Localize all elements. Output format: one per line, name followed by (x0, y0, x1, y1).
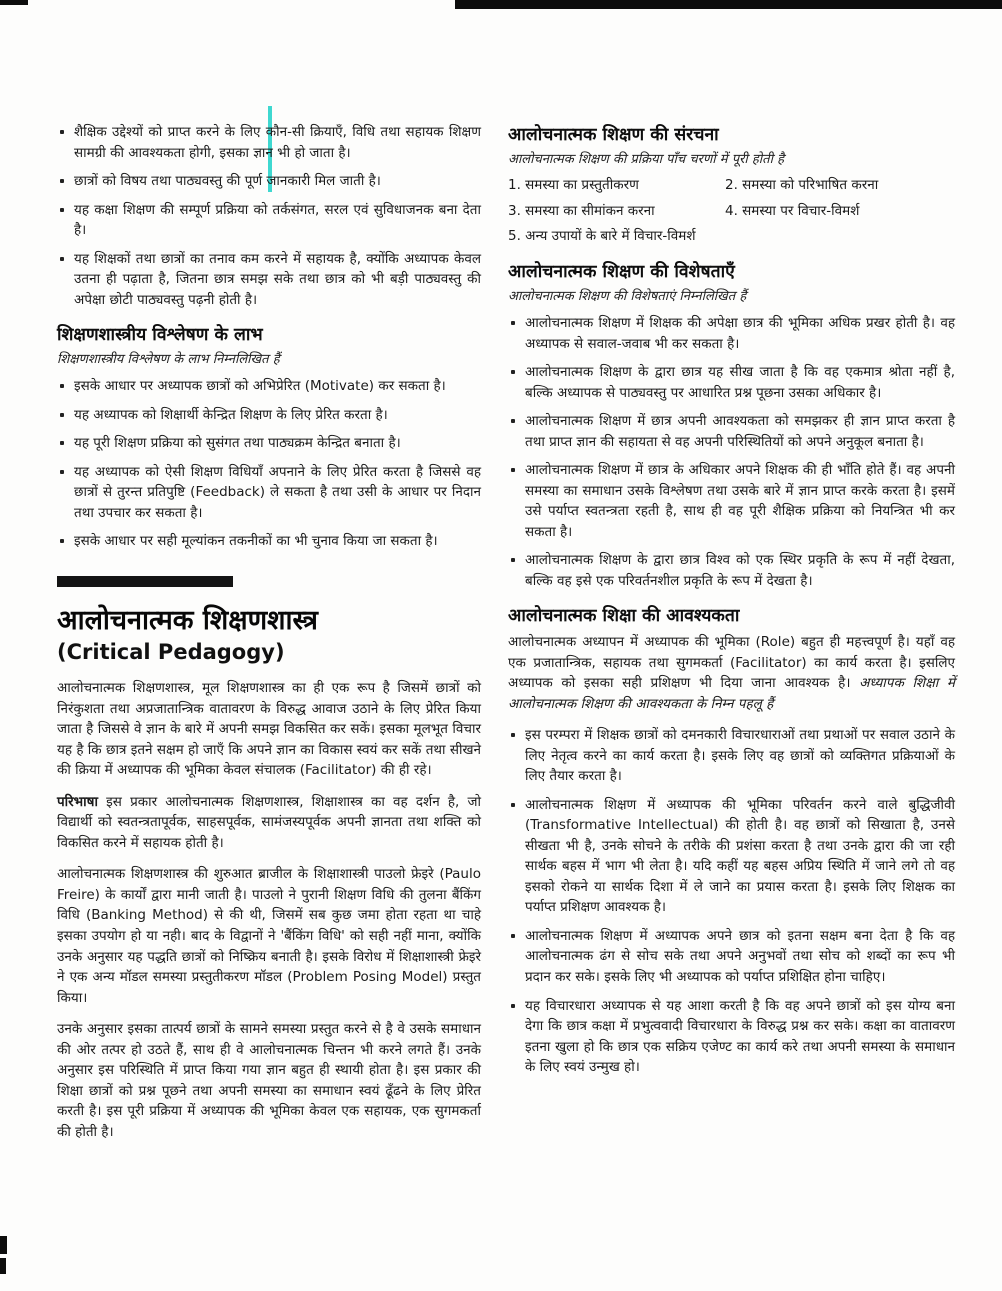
heading-critical-education-need: आलोचनात्मक शिक्षा की आवश्यकता (508, 606, 740, 627)
definition-text: इस प्रकार आलोचनात्मक शिक्षणशास्त्र, शिक्षाशास्त्र का वह दर्शन है, जो विद्यार्थी को स्वतन्त्रतापूर्वक, साहसपूर्वक, सामंजस्यपूर्वक अपनी ज्ञानता तथा शक्ति को विकसित करने में सहायक होती है। (57, 793, 482, 851)
need-intro-italic: अध्यापक शिक्षा में आलोचनात्मक शिक्षण की आवश्यकता के निम्न पहलू हैं (508, 675, 955, 712)
features-list (508, 313, 955, 591)
list-item: आलोचनात्मक शिक्षण में अध्यापक की भूमिका परिवर्तन करने वाले बुद्धिजीवी (Transformative Intellectual) की होती है। वह छात्रों को सिखाता है, उनसे सीखता भी है, उनके सोचने के तरीके की प्रशंसा करता है तथा उनके द्वारा की जा रही सार्थक बहस में भाग भी लेता है। यदि कहीं यह बहस अप्रिय स्थिति में जाने लगे तो वह इसको रोकने या सार्थक दिशा में ले जाने का प्रयास करता है। इसके लिए शिक्षक का पर्याप्त प्रशिक्षण आवश्यक है। (508, 795, 955, 918)
heading-critical-teaching-features: आलोचनात्मक शिक्षण की विशेषताएँ (508, 261, 735, 282)
list-item: यह अध्यापक को शिक्षार्थी केन्द्रित शिक्षण के लिए प्रेरित करता है। (57, 405, 481, 426)
title-critical-pedagogy-hindi: आलोचनात्मक शिक्षणशास्त्र (57, 604, 318, 636)
scan-artifact-top-bar (455, 0, 1002, 9)
list-item: यह कक्षा शिक्षण की सम्पूर्ण प्रक्रिया को तर्कसंगत, सरल एवं सुविधाजनक बना देता है। (57, 200, 481, 241)
list-item: यह पूरी शिक्षण प्रक्रिया को सुसंगत तथा पाठ्यक्रम केन्द्रित बनाता है। (57, 433, 481, 454)
paragraph-paulo-freire: आलोचनात्मक शिक्षणशास्त्र की शुरुआत ब्राजील के शिक्षाशास्त्री पाउलो फ्रेइरे (Paulo Freire) के कार्यों द्वारा मानी जाती है। पाउलो ने पुरानी शिक्षण विधि की तुलना बैंकिंग विधि (Banking Method) से की थी, जिसमें सब कुछ जमा होता रहता था चाहे इसका उपयोग हो या नही। बाद के विद्वानों ने 'बैंकिंग विधि' को सही नहीं माना, क्योंकि उनके अनुसार यह पद्धति छात्रों को निष्क्रिय बनाती है। इसके विरोध में शिक्षाशास्त्री फ्रेइरे ने एक अन्य मॉडल समस्या प्रस्तुतीकरण मॉडल (Problem Posing Model) प्रस्तुत किया। (57, 866, 481, 1006)
heading-critical-teaching-structure: आलोचनात्मक शिक्षण की संरचना (508, 125, 719, 145)
process-step: 4. समस्या पर विचार-विमर्श (724, 202, 860, 219)
analysis-knowledge-list (57, 122, 481, 310)
process-step: 2. समस्या को परिभाषित करना (724, 177, 879, 194)
scan-artifact-edge-mark (0, 1236, 7, 1254)
subtitle-structure: आलोचनात्मक शिक्षण की प्रक्रिया पाँच चरणों में पूरी होती है (508, 152, 784, 167)
section-divider-bar (57, 576, 233, 587)
need-list (508, 725, 955, 1077)
paragraph-definition (57, 792, 481, 854)
paragraph-intro: आलोचनात्मक शिक्षणशास्त्र, मूल शिक्षणशास्त्र का ही एक रूप है जिसमें छात्रों को निरंकुशता तथा अप्रजातान्त्रिक वातावरण के विरुद्ध आवाज उठाने के लिए प्रेरित किया जाता है जिससे वे ज्ञान के बारे में अपनी समझ विकसित कर सकें। इसका मूलभूत विचार यह है कि छात्र इतने सक्षम हो जाएँ कि अपने ज्ञान का विकास स्वयं कर सकें तथा सीखने की क्रिया में अध्यापक की भूमिका केवल संचालक (Facilitator) की ही रहे। (57, 680, 481, 779)
process-step: 3. समस्या का सीमांकन करना (508, 202, 655, 219)
need-intro-text: आलोचनात्मक अध्यापन में अध्यापक की भूमिका (Role) बहुत ही महत्त्वपूर्ण है। यहाँ वह एक प्रजातान्त्रिक, सहायक तथा सुगमकर्ता (Facilitator) का कार्य करता है। इसलिए अध्यापक को इसका सही प्रशिक्षण भी दिया जाना आवश्यक है। (508, 634, 955, 692)
scan-artifact-edge-mark (0, 1258, 6, 1274)
paragraph-problem-posing: उनके अनुसार इसका तात्पर्य छात्रों के सामने समस्या प्रस्तुत करने से है वे उसके समाधान की ओर तत्पर हो उठते हैं, साथ ही वे आलोचनात्मक चिन्तन भी करने लगते हैं। उनके अनुसार इस परिस्थिति में प्राप्त किया गया ज्ञान बहुत ही स्थायी होता है। इस प्रकार की शिक्षा छात्रों को प्रश्न पूछने तथा अपनी समस्या का समाधान स्वयं ढूँढने के लिए प्रेरित करती है। इस पूरी प्रक्रिया में अध्यापक की भूमिका केवल एक सहायक, एक सुगमकर्ता की होती है। (57, 1021, 481, 1140)
list-item: आलोचनात्मक शिक्षण में छात्र के अधिकार अपने शिक्षक की ही भाँति होते हैं। वह अपनी समस्या का समाधान उसके विश्लेषण तथा उसके बारे में ज्ञान प्राप्त करके करता है। इसमें उसे पर्याप्त स्वतन्त्रता रहती है, साथ ही वह पूरी शैक्षिक प्रक्रिया को नियन्त्रित भी कर सकता है। (508, 460, 955, 542)
list-item: इसके आधार पर सही मूल्यांकन तकनीकों का भी चुनाव किया जा सकता है। (57, 531, 481, 552)
list-item: इस परम्परा में शिक्षक छात्रों को दमनकारी विचारधाराओं तथा प्रथाओं पर सवाल उठाने के लिए नेतृत्व करने का कार्य करता है। इसके लिए वह छात्रों को व्यक्तिगत प्रक्रियाओं के लिए तैयार करता है। (508, 725, 955, 787)
definition-lead: परिभाषा (57, 793, 98, 810)
list-item: यह विचारधारा अध्यापक से यह आशा करती है कि वह अपने छात्रों को इस योग्य बना देगा कि छात्र कक्षा में प्रभुत्ववादी विचारधारा के विरुद्ध प्रश्न कर सके। कक्षा का वातावरण इतना खुला हो कि छात्र एक सक्रिय एजेण्ट का कार्य करे तथा अपनी समस्या के समाधान के लिए स्वयं उन्मुख हो। (508, 996, 955, 1078)
list-item: आलोचनात्मक शिक्षण में शिक्षक की अपेक्षा छात्र की भूमिका अधिक प्रखर होती है। वह अध्यापक से सवाल-जवाब भी कर सकता है। (508, 313, 955, 354)
list-item: आलोचनात्मक शिक्षण में अध्यापक अपने छात्र को इतना सक्षम बना देता है कि वह आलोचनात्मक ढंग से सोच सके तथा अपने अनुभवों तथा सोच को शब्दों का रूप भी प्रदान कर सके। इसके लिए भी अध्यापक को पर्याप्त प्रशिक्षित होना चाहिए। (508, 926, 955, 988)
list-item: शैक्षिक उद्देश्यों को प्राप्त करने के लिए कौन-सी क्रियाएँ, विधि तथा सहायक शिक्षण सामग्री की आवश्यकता होगी, इसका ज्ञान भी हो जाता है। (57, 122, 481, 163)
process-steps-list (508, 176, 955, 247)
left-column (57, 122, 481, 1153)
list-item: आलोचनात्मक शिक्षण के द्वारा छात्र विश्व को एक स्थिर प्रकृति के रूप में नहीं देखता, बल्कि वह इसे एक परिवर्तनशील प्रकृति के रूप में देखता है। (508, 550, 955, 591)
subtitle-benefits: शिक्षणशास्त्रीय विश्लेषण के लाभ निम्नलिखित हैं (57, 352, 280, 368)
list-item: इसके आधार पर अध्यापक छात्रों को अभिप्रेरित (Motivate) कर सकता है। (57, 376, 481, 397)
list-item: आलोचनात्मक शिक्षण में छात्र अपनी आवश्यकता को समझकर ही ज्ञान प्राप्त करता है तथा प्राप्त ज्ञान की सहायता से वह अपनी परिस्थितियों को अपने अनुकूल बनाता है। (508, 411, 955, 452)
process-step: 1. समस्या का प्रस्तुतीकरण (508, 177, 639, 194)
list-item: आलोचनात्मक शिक्षण के द्वारा छात्र यह सीख जाता है कि वह एकमात्र श्रोता नहीं है, बल्कि अध्यापक से पाठ्यवस्तु पर आधारित प्रश्न पूछना उसका अधिकार है। (508, 362, 955, 403)
list-item: यह अध्यापक को ऐसी शिक्षण विधियाँ अपनाने के लिए प्रेरित करता है जिससे वह छात्रों से तुरन्त प्रतिपुष्टि (Feedback) ले सकता है तथा उसी के आधार पर निदान तथा उपचार कर सकता है। (57, 462, 481, 524)
list-item: यह शिक्षकों तथा छात्रों का तनाव कम करने में सहायक है, क्योंकि अध्यापक केवल उतना ही पढ़ाता है, जितना छात्र समझ सके तथा छात्र को भी बड़ी पाठ्यवस्तु की अपेक्षा छोटी पाठ्यवस्तु पढ़नी होती है। (57, 249, 481, 311)
process-step: 5. अन्य उपायों के बारे में विचार-विमर्श (508, 228, 696, 245)
subtitle-features: आलोचनात्मक शिक्षण की विशेषताएं निम्नलिखित हैं (508, 288, 747, 304)
right-column (508, 122, 955, 1086)
benefits-list (57, 376, 481, 552)
title-critical-pedagogy-english: (Critical Pedagogy) (57, 640, 285, 665)
heading-pedagogical-analysis-benefits: शिक्षणशास्त्रीय विश्लेषण के लाभ (57, 325, 263, 346)
scan-artifact-corner (0, 0, 28, 5)
paragraph-need-intro (508, 632, 955, 714)
list-item: छात्रों को विषय तथा पाठ्यवस्तु की पूर्ण जानकारी मिल जाती है। (57, 171, 481, 192)
